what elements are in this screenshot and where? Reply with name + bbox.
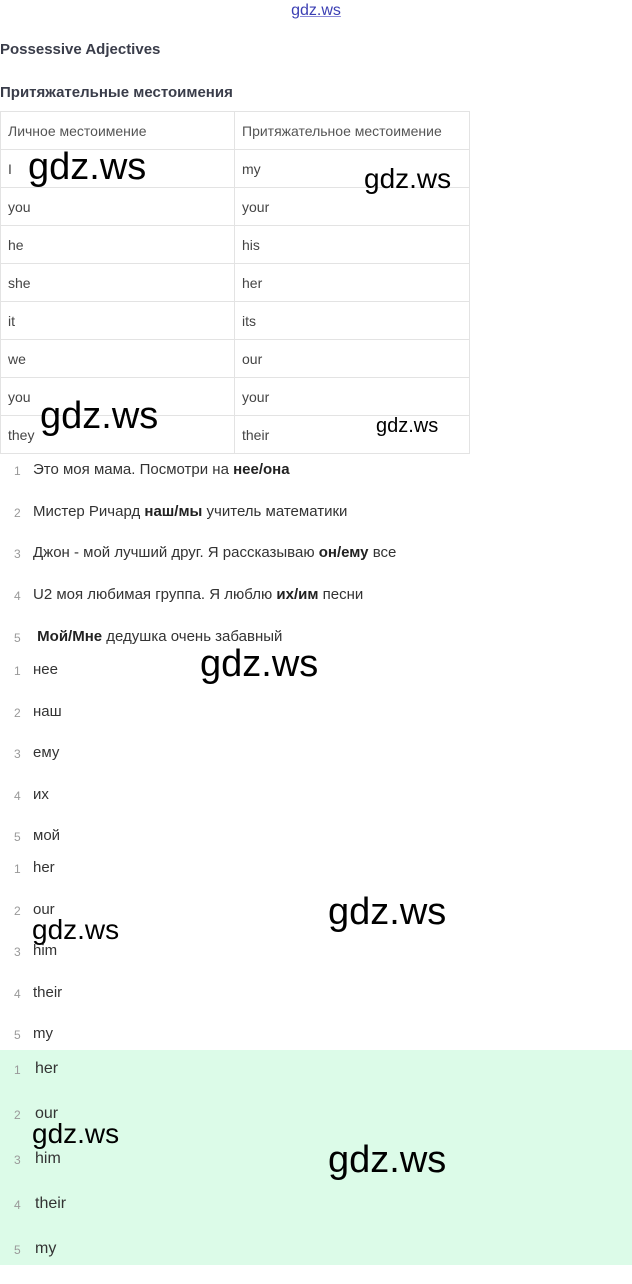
- item-number: 2: [14, 903, 21, 918]
- exercise-sentences: [0, 460, 632, 668]
- list-item: [0, 1239, 632, 1284]
- sentence-text: U2 моя любимая группа. Я люблю: [33, 586, 277, 604]
- watermark: gdz.ws: [376, 415, 439, 437]
- sentence-choice: наш/мы: [144, 502, 203, 520]
- answer-text: their: [35, 1195, 67, 1212]
- watermark: gdz.ws: [328, 891, 447, 933]
- possessive-pronoun: your: [235, 378, 470, 416]
- list-item: [0, 1059, 632, 1104]
- highlighted-answer-block: [0, 1050, 632, 1265]
- list-item: [0, 460, 632, 502]
- answer-text: их: [33, 785, 49, 803]
- list-item: [0, 785, 632, 827]
- table-row: [1, 340, 470, 378]
- list-item: [0, 543, 632, 585]
- sentence-choice: нее/она: [233, 461, 290, 478]
- answer-text: him: [33, 942, 58, 959]
- possessive-pronoun: your: [235, 188, 470, 226]
- watermark: gdz.ws: [328, 1139, 447, 1181]
- watermark: gdz.ws: [40, 395, 159, 437]
- item-number: 5: [14, 830, 21, 844]
- possessive-pronoun: my: [235, 150, 470, 188]
- table-row: [1, 302, 470, 340]
- personal-pronoun: you: [1, 188, 235, 226]
- item-number: 1: [14, 862, 21, 876]
- answers-highlighted: [0, 1059, 632, 1284]
- list-item: [0, 660, 632, 702]
- sentence-text: дедушка очень забавный: [102, 627, 283, 645]
- column-header-possessive: Притяжательное местоимение: [235, 112, 470, 150]
- item-number: 5: [14, 630, 21, 645]
- item-number: 3: [14, 747, 21, 761]
- item-number: 3: [14, 945, 21, 959]
- heading-english: Possessive Adjectives: [0, 41, 161, 58]
- possessive-pronoun: their: [235, 416, 470, 454]
- answer-text: our: [35, 1105, 59, 1122]
- item-number: 4: [14, 986, 21, 1001]
- answer-text: мой: [33, 827, 61, 844]
- list-item: [0, 983, 632, 1025]
- answer-text: my: [33, 1025, 53, 1042]
- item-number: 1: [14, 664, 21, 678]
- answer-text: нее: [33, 661, 58, 678]
- item-number: 2: [14, 1108, 21, 1122]
- possessive-pronoun: his: [235, 226, 470, 264]
- column-header-personal: Личное местоимение: [1, 112, 235, 150]
- possessive-pronoun: our: [235, 340, 470, 378]
- answers-russian: [0, 660, 632, 868]
- table-row: [1, 150, 470, 188]
- item-number: 5: [14, 1028, 21, 1042]
- watermark: gdz.ws: [28, 146, 147, 188]
- table-row: [1, 416, 470, 454]
- item-number: 3: [14, 1153, 21, 1167]
- list-item: [0, 585, 632, 627]
- personal-pronoun: you: [1, 378, 235, 416]
- sentence-text: учитель математики: [202, 502, 348, 520]
- list-item: [0, 900, 632, 942]
- list-item: [0, 1194, 632, 1239]
- list-item: [0, 858, 632, 900]
- list-item: [0, 941, 632, 983]
- item-number: 4: [14, 1198, 21, 1212]
- sentence-choice: он/ему: [318, 544, 369, 562]
- item-number: 5: [14, 1243, 21, 1257]
- watermark: gdz.ws: [32, 914, 120, 945]
- personal-pronoun: he: [1, 226, 235, 264]
- site-logo[interactable]: gdz.ws: [291, 2, 341, 19]
- personal-pronoun: they: [1, 416, 235, 454]
- item-number: 1: [14, 1063, 21, 1077]
- item-number: 4: [14, 589, 21, 604]
- personal-pronoun: we: [1, 340, 235, 378]
- answer-text: our: [33, 900, 55, 918]
- answer-text: her: [35, 1060, 59, 1077]
- sentence-choice: Мой/Мне: [37, 627, 103, 645]
- possessive-pronoun: its: [235, 302, 470, 340]
- table-row: [1, 226, 470, 264]
- table-row: [1, 264, 470, 302]
- list-item: [0, 1149, 632, 1194]
- answer-text: ему: [33, 744, 60, 761]
- heading-russian: Притяжательные местоимения: [0, 84, 233, 101]
- sentence-text: Джон - мой лучший друг. Я рассказываю: [33, 544, 319, 562]
- watermark: gdz.ws: [200, 643, 319, 685]
- sentence-text: Мистер Ричард: [33, 502, 145, 520]
- sentence-text: все: [368, 544, 397, 562]
- watermark: gdz.ws: [364, 163, 452, 194]
- item-number: 3: [14, 547, 21, 562]
- list-item: [0, 1104, 632, 1149]
- pronoun-table: [0, 111, 470, 454]
- watermark: gdz.ws: [32, 1118, 120, 1149]
- answers-english: [0, 858, 632, 1066]
- answer-text: her: [33, 859, 55, 876]
- answer-text: their: [33, 983, 63, 1001]
- answer-text: my: [35, 1240, 57, 1257]
- item-number: 2: [14, 505, 21, 520]
- personal-pronoun: I: [1, 150, 235, 188]
- sentence-text: Это моя мама. Посмотри на: [33, 461, 234, 478]
- list-item: [0, 502, 632, 544]
- item-number: 1: [14, 464, 21, 478]
- personal-pronoun: it: [1, 302, 235, 340]
- table-row: [1, 378, 470, 416]
- personal-pronoun: she: [1, 264, 235, 302]
- item-number: 4: [14, 788, 21, 803]
- possessive-pronoun: her: [235, 264, 470, 302]
- item-number: 2: [14, 705, 21, 720]
- table-header-row: [1, 112, 470, 150]
- sentence-text: песни: [318, 586, 364, 604]
- table-row: [1, 188, 470, 226]
- answer-text: him: [35, 1150, 61, 1167]
- list-item: [0, 743, 632, 785]
- list-item: [0, 702, 632, 744]
- sentence-choice: их/им: [276, 586, 319, 604]
- answer-text: наш: [33, 702, 62, 720]
